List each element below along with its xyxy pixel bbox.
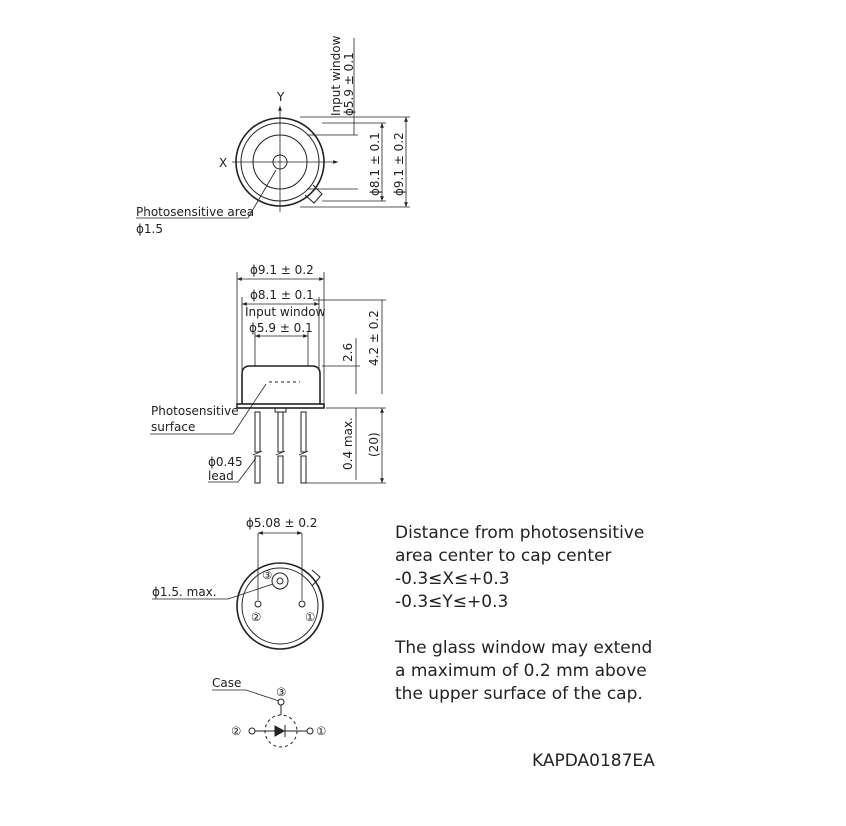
hole-dim-label: ϕ1.5. max. <box>152 585 217 599</box>
area-label: Photosensitive area <box>136 205 255 219</box>
bottom-view <box>152 516 323 649</box>
bottom-view-cap-outer <box>237 563 323 649</box>
y-axis-label: Y <box>277 90 285 104</box>
bottom-view-cap-inner <box>242 568 318 644</box>
note-line-1: Distance from photosensitive <box>395 523 645 543</box>
lead-2-upper <box>278 412 283 452</box>
bottom-pin3-label: ③ <box>262 568 273 582</box>
surface-label-2: surface <box>151 420 196 434</box>
x-axis-label: X <box>219 156 228 170</box>
notes <box>394 523 652 704</box>
side-dim-81-label: ϕ8.1 ± 0.1 <box>250 288 314 302</box>
case-label: Case <box>212 676 242 690</box>
side-cap-body <box>242 366 320 404</box>
schematic-pin1: ① <box>316 724 327 738</box>
bottom-view-pin-1 <box>299 601 305 607</box>
area-dim: ϕ1.5 <box>136 222 163 236</box>
top-view <box>136 35 410 236</box>
side-dim-91-label: ϕ9.1 ± 0.2 <box>250 263 314 277</box>
lead-dim-label: ϕ0.45 <box>208 455 243 469</box>
dim-26-label: 2.6 <box>341 342 355 362</box>
schematic-pin3: ③ <box>276 685 287 699</box>
lead-1-upper <box>255 412 260 452</box>
bottom-view-hole <box>272 573 288 589</box>
bottom-pin1-label: ① <box>305 610 316 624</box>
pitch-dim-label: ϕ5.08 ± 0.2 <box>246 516 318 530</box>
lead-1-lower <box>255 456 260 483</box>
side-cap-flange <box>237 404 324 408</box>
top-dim-81-label: ϕ8.1 ± 0.1 <box>368 132 382 196</box>
lead-3-upper <box>301 412 306 452</box>
side-view <box>150 263 386 483</box>
lead-3-lower <box>301 456 306 483</box>
lead-2-lower <box>278 456 283 483</box>
note-line-6: a maximum of 0.2 mm above <box>395 661 647 681</box>
hole-leader <box>228 584 273 599</box>
dim-42-label: 4.2 ± 0.2 <box>367 310 381 366</box>
surface-label-1: Photosensitive <box>151 404 239 418</box>
side-window-dim: ϕ5.9 ± 0.1 <box>249 321 313 335</box>
bottom-pin2-label: ② <box>251 610 262 624</box>
schematic-pin2: ② <box>231 724 242 738</box>
top-dim-91-label: ϕ9.1 ± 0.2 <box>392 132 406 196</box>
photodiode-symbol <box>275 726 284 736</box>
top-window-dim: ϕ5.9 ± 0.1 <box>342 52 356 116</box>
lead-label: lead <box>208 469 234 483</box>
bottom-view-pin-2 <box>255 601 261 607</box>
dim-20-label: (20) <box>367 432 381 457</box>
note-line-3: -0.3≤X≤+0.3 <box>395 569 510 589</box>
note-line-2: area center to cap center <box>395 546 612 566</box>
note-line-4: -0.3≤Y≤+0.3 <box>395 592 509 612</box>
note-line-7: the upper surface of the cap. <box>395 684 643 704</box>
note-line-5: The glass window may extend <box>395 638 653 658</box>
top-view-tab <box>305 185 322 203</box>
pin-schematic <box>212 676 326 747</box>
drawing-code: KAPDA0187EA <box>532 751 655 771</box>
dim-04-label: 0.4 max. <box>341 417 355 470</box>
top-window-label: Input window <box>329 35 343 116</box>
bottom-view-pin-3 <box>277 578 283 584</box>
side-window-label: Input window <box>245 305 326 319</box>
